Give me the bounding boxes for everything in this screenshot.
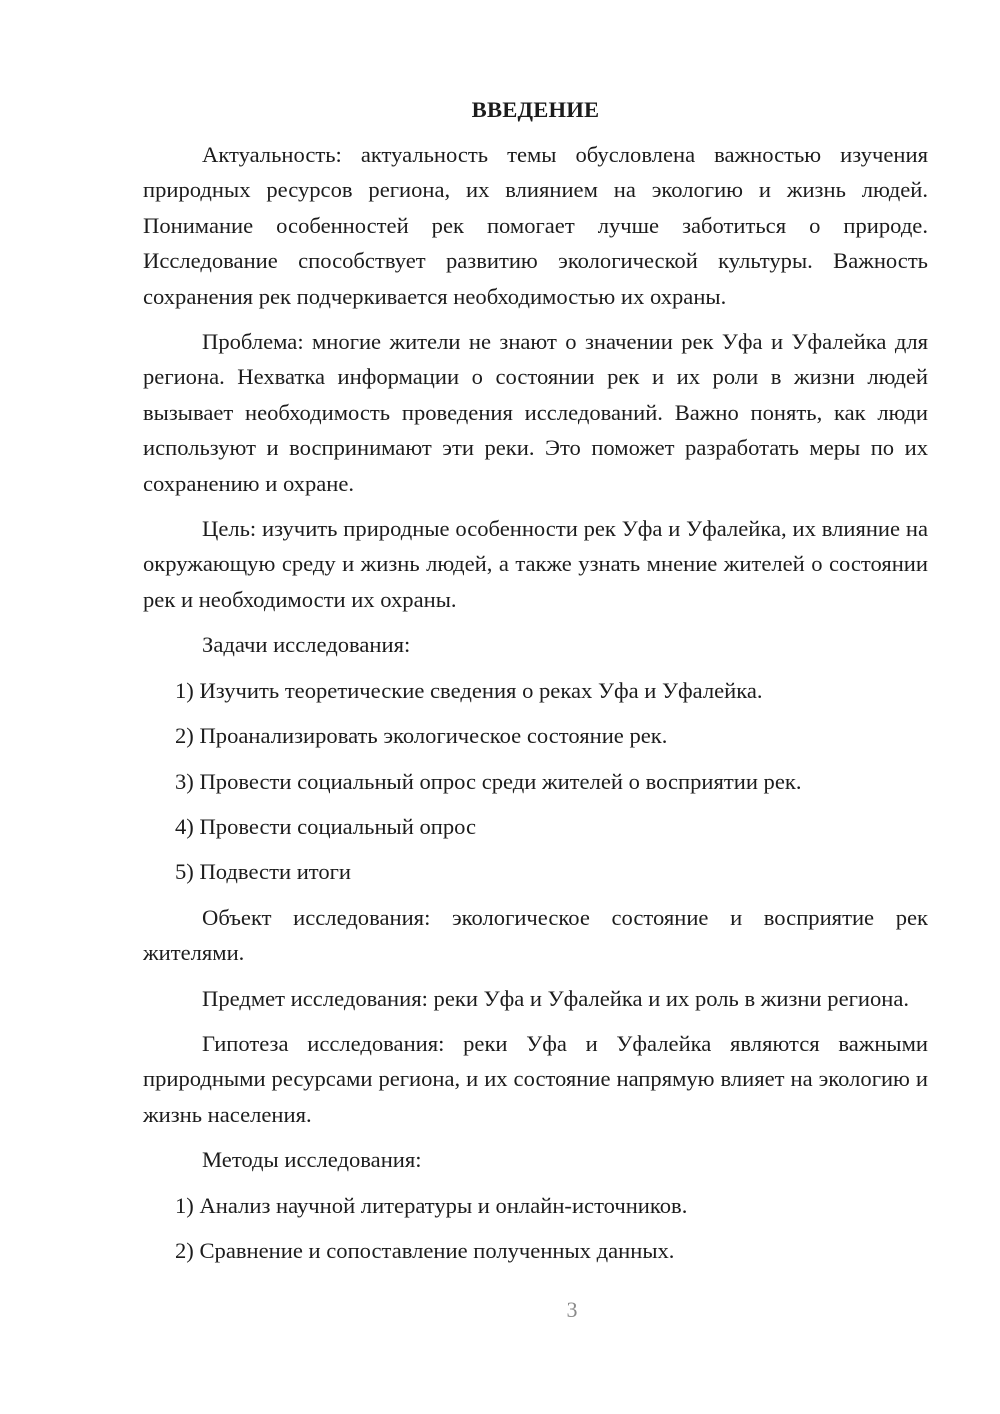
page-number: 3 xyxy=(566,1297,578,1322)
list-item: 2) Проанализировать экологическое состояние рек. xyxy=(175,723,668,749)
page-title: ВВЕДЕНИЕ xyxy=(471,97,600,122)
list-item: 3) Провести социальный опрос среди жителей о восприятии рек. xyxy=(175,768,802,794)
list-item: 1) Анализ научной литературы и онлайн-источников. xyxy=(175,1192,688,1218)
methods-heading: Методы исследования: xyxy=(202,1147,422,1173)
page-content xyxy=(143,92,928,1278)
list-item: 5) Подвести итоги xyxy=(175,859,352,885)
hypothesis-paragraph: Гипотеза исследования: реки Уфа и Уфалейка являются важными природными ресурсами региона, и их состояние напрямую влияет на экологию и жизнь населения. xyxy=(143,1030,928,1127)
tasks-list xyxy=(143,673,928,890)
tasks-heading: Задачи исследования: xyxy=(202,632,411,658)
goal-paragraph: Цель: изучить природные особенности рек Уфа и Уфалейка, их влияние на окружающую среду и жизнь людей, а также узнать мнение жителей о состоянии рек и необходимости их охраны. xyxy=(143,516,928,612)
methods-list xyxy=(143,1188,928,1269)
problem-paragraph: Проблема: многие жители не знают о значении рек Уфа и Уфалейка для региона. Нехватка информации о состоянии рек и их роли в жизни людей вызывает необходимость проведения исследований. Важно понять, как люди используют и воспринимают эти реки. Это поможет разработать меры по их сохранению и охране. xyxy=(143,329,928,496)
list-item: 2) Сравнение и сопоставление полученных данных. xyxy=(175,1237,675,1263)
list-item: 4) Провести социальный опрос xyxy=(175,813,477,839)
object-paragraph: Объект исследования: экологическое состояние и восприятие рек жителями. xyxy=(143,904,928,966)
relevance-paragraph: Актуальность: актуальность темы обусловлена важностью изучения природных ресурсов региона, их влиянием на экологию и жизнь людей. Понимание особенностей рек помогает лучше заботиться о природе. Исследование способствует развитию экологической культуры. Важность сохранения рек подчеркивается необходимостью их охраны. xyxy=(143,142,928,309)
list-item: 1) Изучить теоретические сведения о реках Уфа и Уфалейка. xyxy=(175,677,763,703)
subject-paragraph: Предмет исследования: реки Уфа и Уфалейка и их роль в жизни региона. xyxy=(202,985,910,1011)
